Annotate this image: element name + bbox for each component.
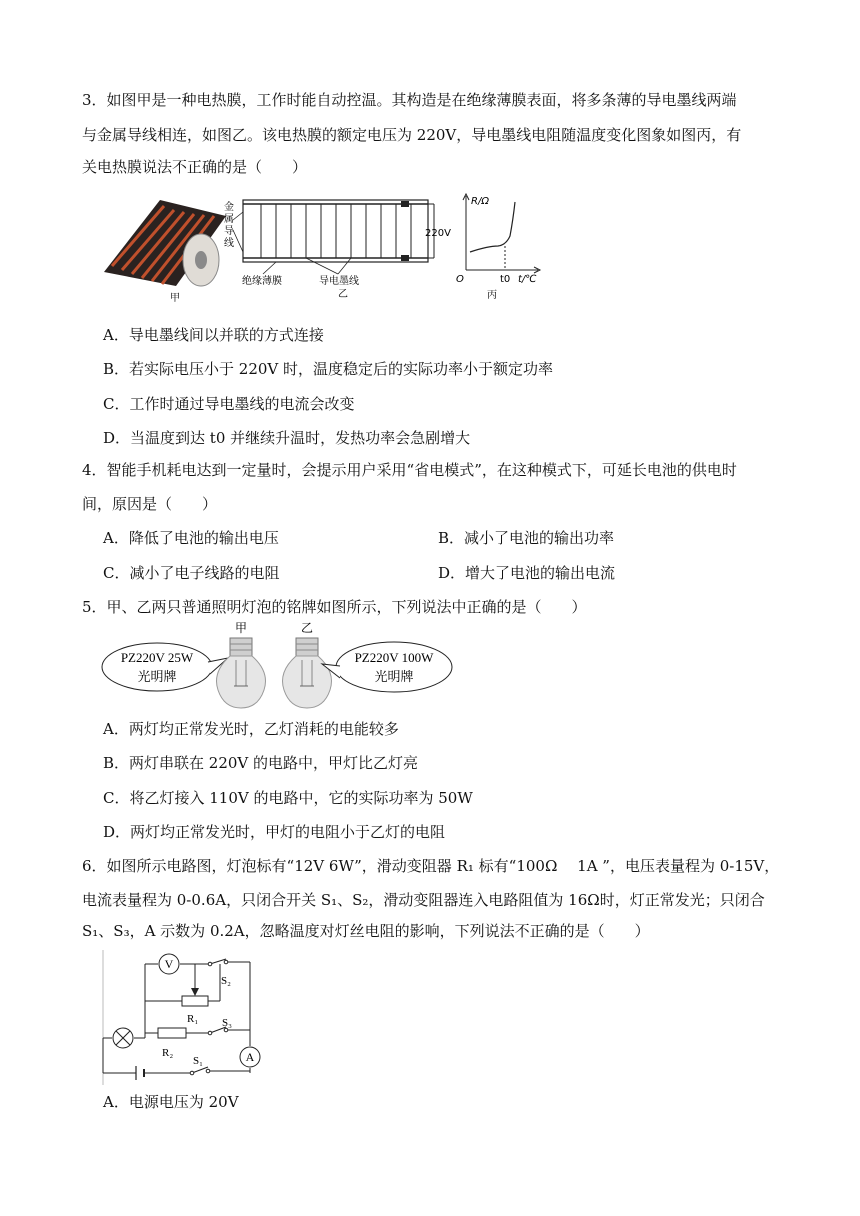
q4-stem-line1: 4．智能手机耗电达到一定量时，会提示用户采用“省电模式”，在这种模式下，可延长电池的供电时 <box>82 461 737 479</box>
switch-s2-icon <box>208 959 228 966</box>
q4-option-d: D．增大了电池的输出电流 <box>438 564 616 582</box>
q6-stem-line2: 电流表量程为 0-0.6A，只闭合开关 S₁、S₂，滑动变阻器连入电路阻值为 16Ω时，灯正常发光；只闭合 <box>82 891 765 909</box>
q5-option-d: D．两灯均正常发光时，甲灯的电阻小于乙灯的电阻 <box>103 823 446 841</box>
q5-option-c: C．将乙灯接入 110V 的电路中，它的实际功率为 50W <box>103 789 473 807</box>
rheostat-r1-icon <box>182 988 208 1006</box>
metal-wire-char-1: 金 <box>224 202 234 213</box>
jia-label: 甲 <box>170 293 180 304</box>
q3-figure <box>98 190 558 308</box>
jia-bulb-label: 甲 <box>234 621 248 635</box>
resistor-r2-icon <box>158 1028 186 1038</box>
bulb-jia-icon <box>217 638 266 708</box>
yi-label: 乙 <box>338 289 348 300</box>
q3-stem-line2: 与金属导线相连，如图乙。该电热膜的额定电压为 220V，导电墨线电阻随温度变化图象如图丙，有 <box>82 126 742 144</box>
axis-x-label: t/℃ <box>518 274 537 285</box>
q3-option-b: B．若实际电压小于 220V 时，温度稳定后的实际功率小于额定功率 <box>103 360 554 378</box>
voltmeter-label: V <box>164 957 174 971</box>
q3-option-a: A．导电墨线间以并联的方式连接 <box>103 326 324 344</box>
q5-stem-line1: 5．甲、乙两只普通照明灯泡的铭牌如图所示，下列说法中正确的是（ ） <box>82 598 587 616</box>
yi-bulb-label: 乙 <box>300 621 314 635</box>
q5-figure <box>100 620 460 712</box>
switch-s1-icon <box>190 1067 210 1075</box>
bulb1-brand: 光明牌 <box>137 669 177 684</box>
bing-label: 丙 <box>487 290 497 301</box>
q3-stem-line1: 3．如图甲是一种电热膜，工作时能自动控温。其构造是在绝缘薄膜表面，将多条薄的导电墨线两端 <box>82 91 737 109</box>
q3-stem-line3: 关电热膜说法不正确的是（ ） <box>82 158 308 176</box>
axis-y-label: R/Ω <box>471 196 489 207</box>
ammeter-label: A <box>245 1050 255 1064</box>
s2-label: S₂ <box>221 975 231 987</box>
origin-label: O <box>456 274 464 285</box>
voltage-label: 220V <box>425 228 451 239</box>
bulb2-rating: PZ220V 100W <box>354 650 434 665</box>
insulation-label: 绝缘薄膜 <box>242 276 282 287</box>
q5-option-b: B．两灯串联在 220V 的电路中，甲灯比乙灯亮 <box>103 754 419 772</box>
metal-wire-char-3: 导 <box>224 226 234 237</box>
lamp-icon <box>113 1028 133 1048</box>
bulb2-brand: 光明牌 <box>374 669 414 684</box>
metal-wire-char-4: 线 <box>224 238 234 249</box>
q5-option-a: A．两灯均正常发光时，乙灯消耗的电能较多 <box>103 720 399 738</box>
r2-label: R₂ <box>162 1047 174 1059</box>
metal-wire-char-2: 属 <box>224 214 234 225</box>
film-roll-image <box>104 200 226 286</box>
q4-stem-line2: 间，原因是（ ） <box>82 495 218 513</box>
q4-option-a: A．降低了电池的输出电压 <box>103 529 279 547</box>
bulb-yi-icon <box>283 638 332 708</box>
q6-stem-line1: 6．如图所示电路图，灯泡标有“12V 6W”，滑动变阻器 R₁ 标有“100Ω 1A ”，电压表量程为 0-15V， <box>82 857 780 875</box>
ink-label: 导电墨线 <box>319 276 359 287</box>
q6-circuit-diagram <box>100 950 270 1085</box>
q4-option-c: C．减小了电子线路的电阻 <box>103 564 280 582</box>
film-structure-diagram <box>233 200 434 274</box>
q3-option-c: C．工作时通过导电墨线的电流会改变 <box>103 395 355 413</box>
q3-option-d: D．当温度到达 t0 并继续升温时，发热功率会急剧增大 <box>103 429 471 447</box>
q6-stem-line3: S₁、S₃，A 示数为 0.2A，忽略温度对灯丝电阻的影响，下列说法不正确的是（ ） <box>82 922 650 940</box>
q4-option-b: B．减小了电池的输出功率 <box>438 529 615 547</box>
t0-label: t0 <box>500 274 511 285</box>
battery-icon <box>136 1066 144 1080</box>
s1-label: S₁ <box>193 1055 203 1067</box>
bulb1-rating: PZ220V 25W <box>120 650 194 665</box>
s3-label: S₃ <box>222 1017 232 1029</box>
r1-label: R₁ <box>187 1013 199 1025</box>
q6-option-a: A．电源电压为 20V <box>103 1093 239 1111</box>
